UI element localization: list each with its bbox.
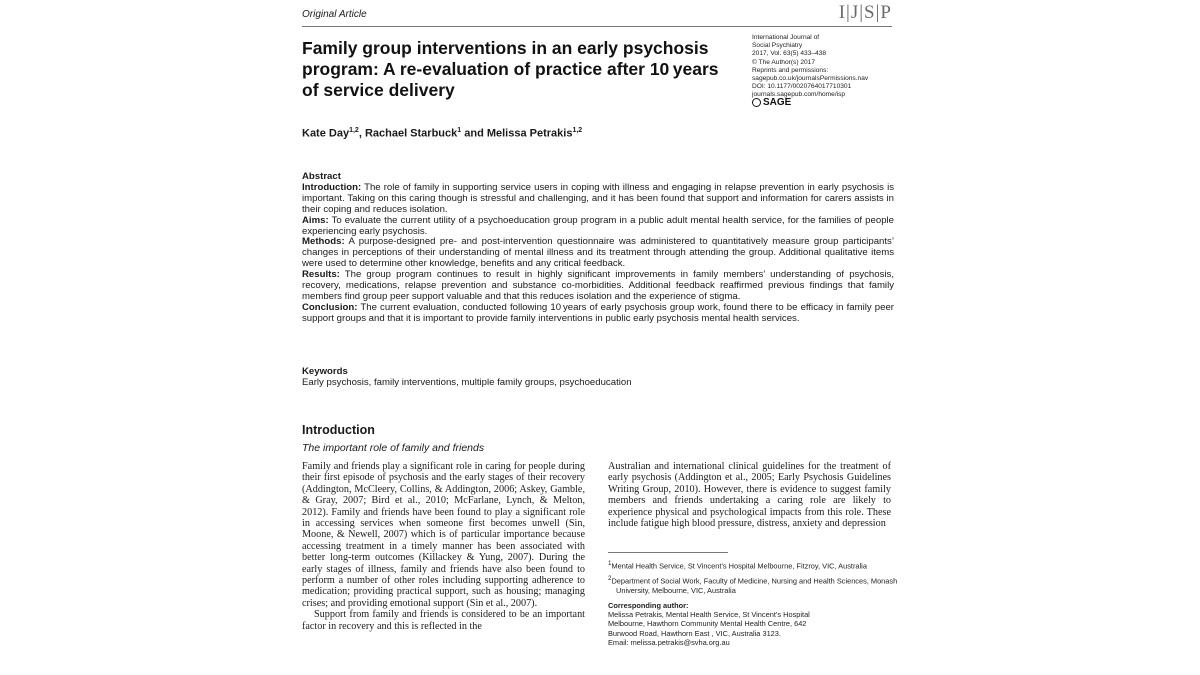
sage-icon [752,98,761,107]
footnote-divider [608,552,728,553]
journal-meta [752,34,902,100]
abstract-label: Aims: [302,214,329,226]
abstract-section-results [302,270,894,303]
affiliation-footnote [608,559,898,571]
abstract-label: Introduction: [302,181,362,193]
body-paragraph: Australian and international clinical guidelines for the treatment of early psychosis (Addington et al., 2005; Early Psychosis Guidelines Writing Group, 2010). However, there is evidence to suggest family members and friends undertaking a caring role are likely to experience physical and psychological impacts from this role. These include fatigue high blood pressure, distress, anxiety and depression [608,461,891,530]
abstract-label: Results: [302,269,340,281]
meta-line: Social Psychiatry [752,42,803,50]
abstract-text: The role of family in supporting service users in coping with illness and engaging in relapse prevention in early psychosis is important. Taking on this caring though is stressful and challenging, and it has been found that support and information for carers assists in their coping and reduces isolation. [302,181,894,215]
corresponding-line: Melbourne, Hawthorn Community Mental Health Centre, 642 [608,619,807,629]
abstract-label: Methods: [302,236,345,248]
author-name: Kate Day [302,127,350,140]
abstract-text: To evaluate the current utility of a psychoeducation group program in a public adult mental health service, for the families of people experiencing early psychosis. [302,214,894,237]
meta-line: © The Author(s) 2017 [752,58,816,66]
author-affiliation: 1,2 [572,127,583,134]
footnote-text: Mental Health Service, St Vincent’s Hospital Melbourne, Fitzroy, VIC, Australia [611,561,867,571]
footnotes [608,559,898,647]
abstract-label: Conclusion: [302,301,358,313]
corresponding-author-heading: Corresponding author: [608,600,689,610]
body-column-right [608,461,891,529]
abstract-section-methods [302,237,894,270]
abstract-section-aims [302,216,894,238]
publisher-name: SAGE [763,97,792,108]
meta-line: DOI: 10.1177/0020764017710301 [752,83,852,91]
subsection-heading: The important role of family and friends [302,442,485,454]
article-title: Family group interventions in an early psychosis program: A re-evaluation of practice after 10 years of service delivery [302,38,719,100]
footnote-number: 2 [608,574,612,582]
body-column-left [302,461,585,632]
meta-line: 2017, Vol. 63(5) 433–438 [752,50,827,58]
footnote-number: 1 [608,560,612,567]
author-separator: and [461,127,487,140]
body-paragraph: Support from family and friends is considered to be an important factor in recovery and this is reflected in the [302,609,585,632]
header-divider [302,26,892,27]
abstract-text: The current evaluation, conducted following 10 years of early psychosis group work, found there to be efficacy in family peer support groups and that it is important to provide family interventions in public early psychosis mental health services. [302,301,894,324]
publisher-logo [752,97,791,108]
keywords-text: Early psychosis, family interventions, multiple family groups, psychoeducation [302,377,632,388]
keywords-heading: Keywords [302,366,348,377]
abstract-text: A purpose-designed pre- and post-intervention questionnaire was administered to quantitatively measure group participants’ changes in perceptions of their understanding of mental illness and its treatment through attending the group. Additional qualitative items were used to determine other knowledge, benefits and any critical feedback. [302,236,894,270]
affiliation-footnote [608,574,898,595]
author-name: Rachael Starbuck [364,127,458,140]
body-paragraph: Family and friends play a significant role in caring for people during their first episode of psychosis and the early stages of their recovery (Addington, McCleery, Collins, & Addington, 2006; Askey, Gamble, & Gray, 2007; Bird et al., 2010; McFarlane, Lynch, & Melton, 2012). Family and friends have been found to play a significant role in accessing services when someone first becomes unwell (Sin, Moone, & Newell, 2007) which is of particular importance because accessing treatment in a timely manner has been associated with better long-term outcomes (Killackey & Yung, 2007). During the early stages of illness, family and friends have also been found to perform a number of other roles including supporting adherence to medication; providing practical support, such as housing; managing crises; and providing emotional support (Sin et al., 2007). [302,461,585,609]
abstract-heading: Abstract [302,171,341,182]
author-name: Melissa Petrakis [486,127,573,140]
meta-line[interactable]: sagepub.co.uk/journalsPermissions.nav [752,75,869,83]
corresponding-email[interactable]: Email: melissa.petrakis@svha.org.au [608,638,730,648]
journal-logo: I|J|S|P [838,2,892,23]
meta-line: International Journal of [752,34,820,41]
footnote-text: Department of Social Work, Faculty of Medicine, Nursing and Health Sciences, Monash University, Melbourne, VIC, Australia [611,576,898,595]
corresponding-line: Melissa Petrakis, Mental Health Service, St Vincent’s Hospital [608,610,810,620]
author-list [302,127,582,140]
abstract-text: The group program continues to result in highly significant improvements in family members’ understanding of psychosis, recovery, medications, relapse prevention and substance co-morbidities. Additional feedback reaffirmed previous findings that family members find group peer support valuable and that this reduces isolation and the experience of stigma. [302,269,894,302]
author-separator: , [358,127,365,140]
article-type-label: Original Article [302,9,367,20]
meta-line: Reprints and permissions: [752,66,829,74]
author-affiliation: 1 [457,127,462,134]
abstract-section-conclusion [302,303,894,325]
corresponding-line: Burwood Road, Hawthorn East , VIC, Australia 3123. [608,628,781,638]
meta-line[interactable]: journals.sagepub.com/home/isp [752,91,846,99]
abstract-section-introduction [302,183,894,216]
author-affiliation: 1,2 [349,127,359,134]
section-heading: Introduction [302,423,375,437]
abstract [302,172,894,325]
